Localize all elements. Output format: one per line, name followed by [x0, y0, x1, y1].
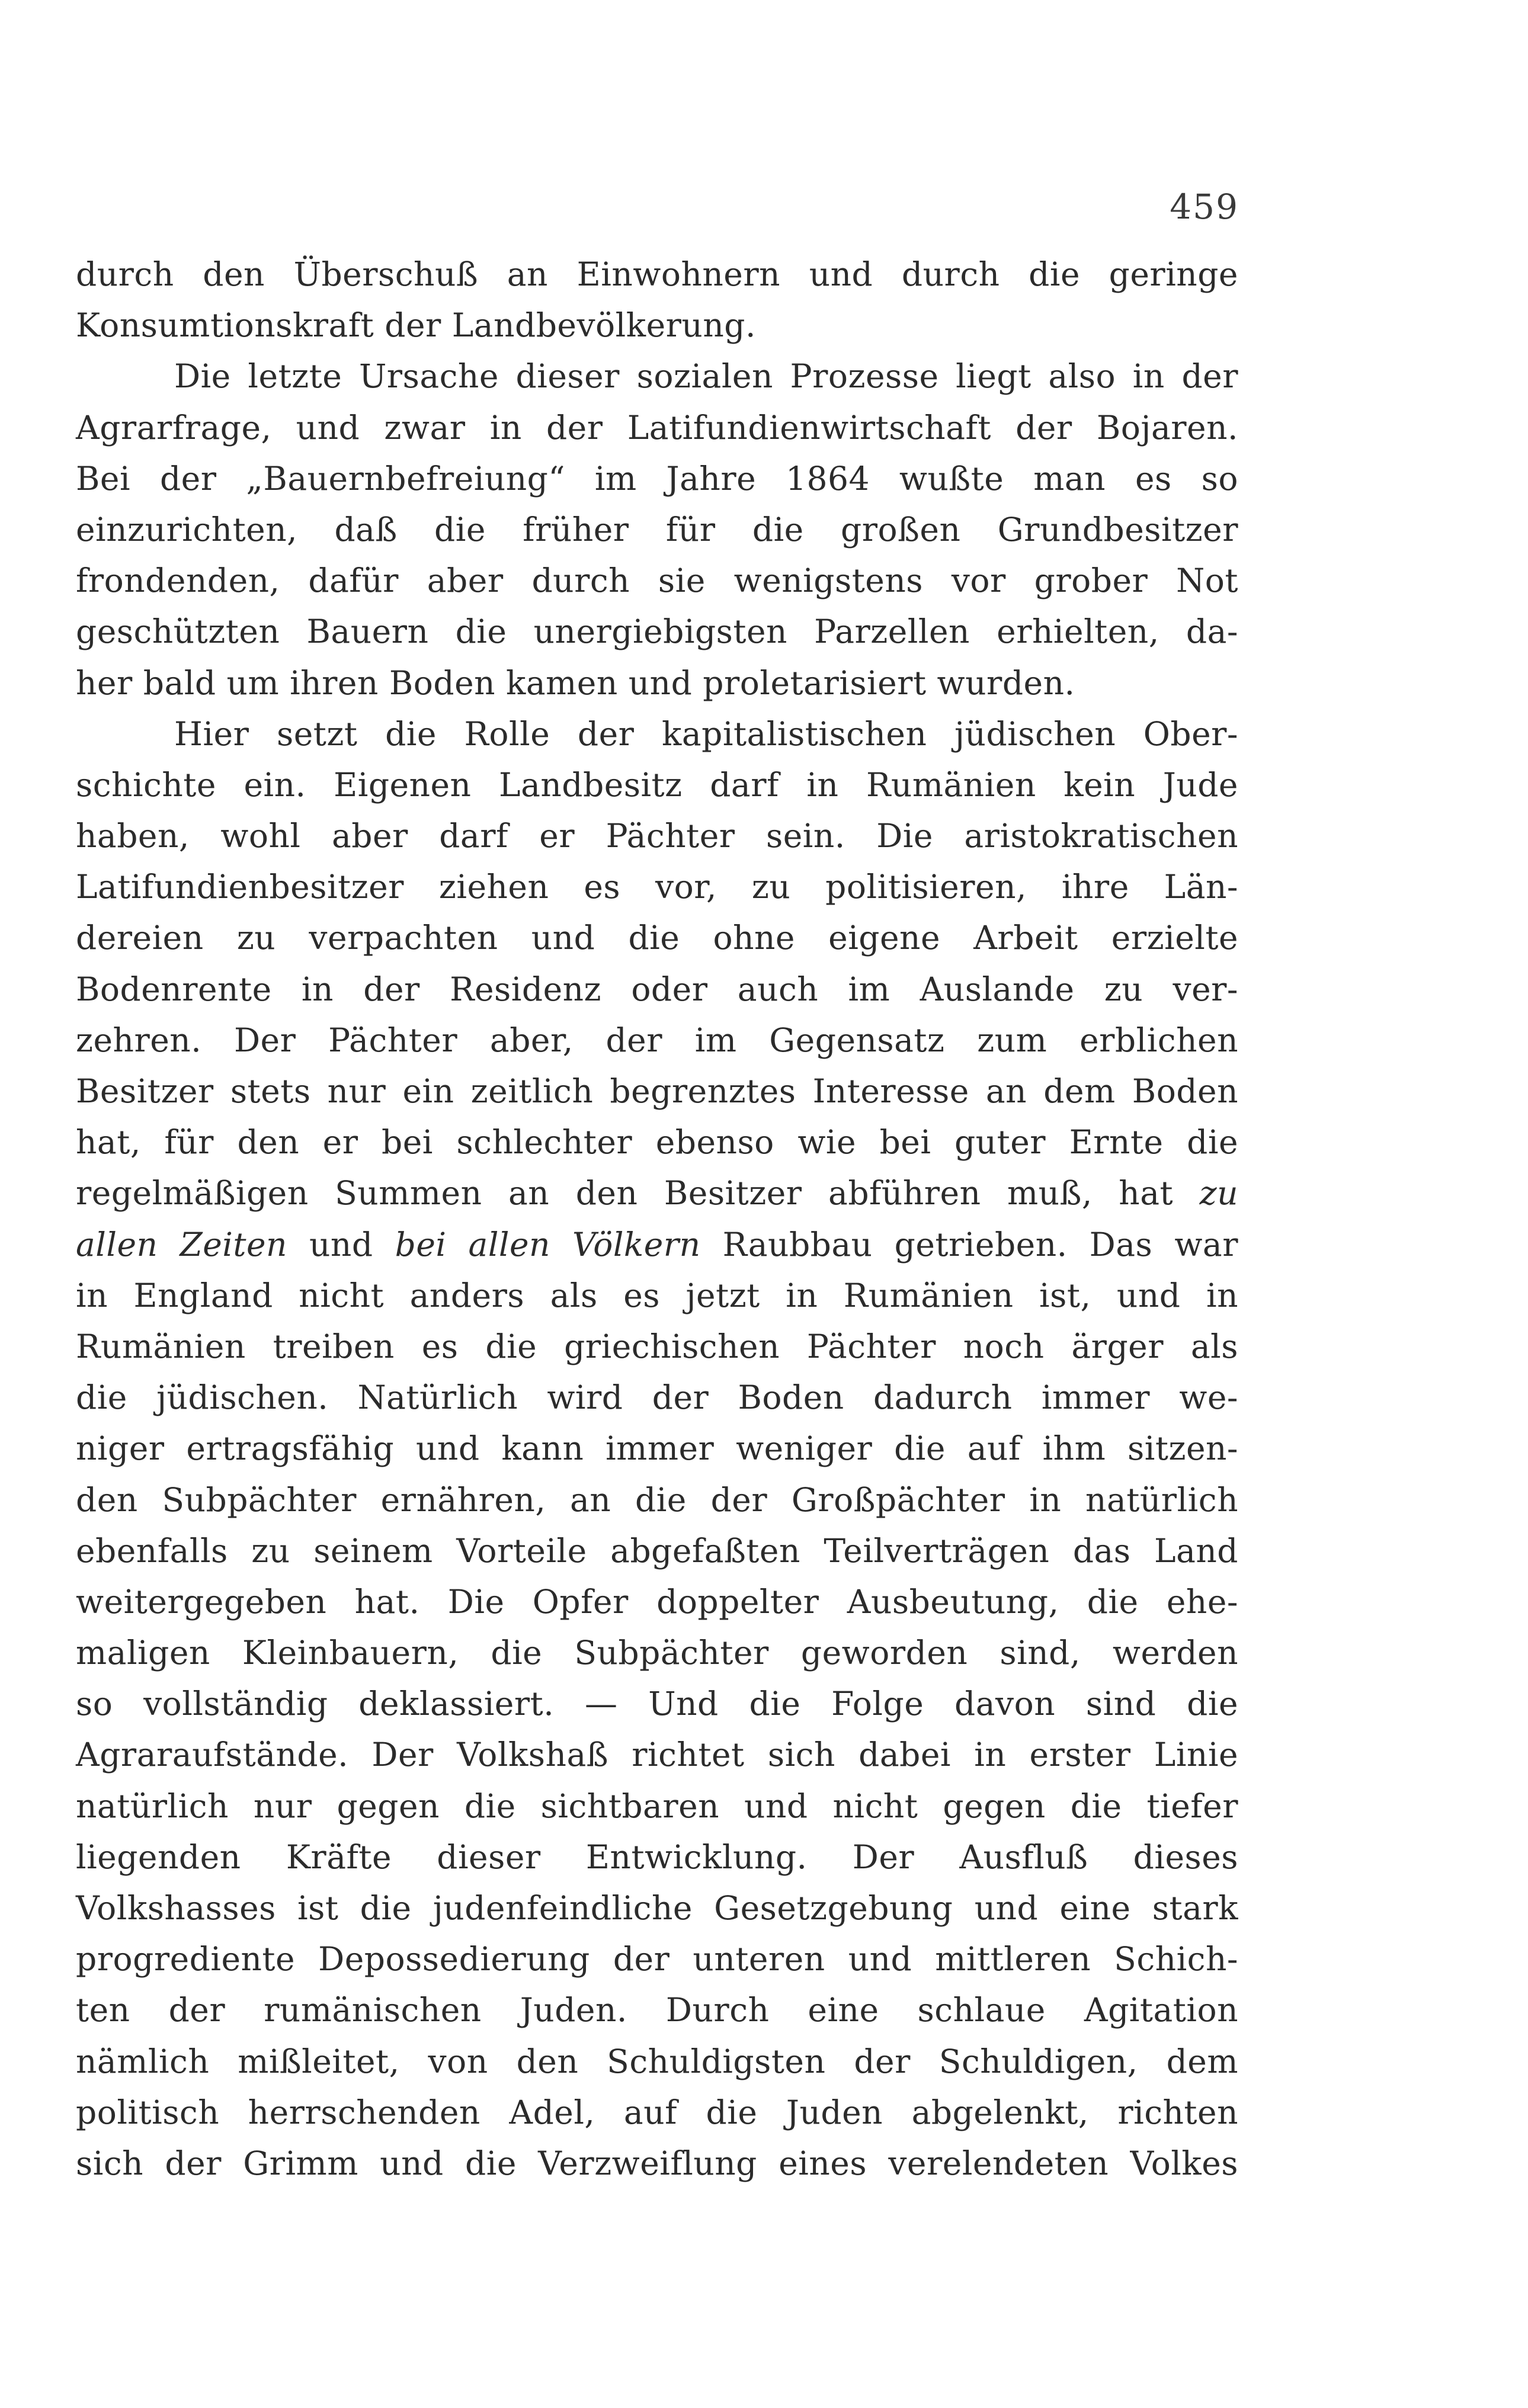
text-line: niger ertragsfähig und kann immer weniger die auf ihm sitzen-	[76, 1429, 1238, 1468]
text-line: Agraraufstände. Der Volkshaß richtet sich dabei in erster Linie	[76, 1736, 1238, 1774]
text-line: liegenden Kräfte dieser Entwicklung. Der Ausfluß dieses	[76, 1838, 1238, 1876]
text-line: so vollständig deklassiert. — Und die Folge davon sind die	[76, 1685, 1238, 1723]
text-line: frondenden, dafür aber durch sie wenigstens vor grober Not	[76, 562, 1238, 600]
text-line: maligen Kleinbauern, die Subpächter geworden sind, werden	[76, 1634, 1238, 1672]
text-line-with-emphasis: allen Zeiten und bei allen Völkern Raubbau getrieben. Das war	[76, 1225, 1239, 1264]
text-line: politisch herrschenden Adel, auf die Juden abgelenkt, richten	[76, 2093, 1238, 2131]
text-line: ten der rumänischen Juden. Durch eine schlaue Agitation	[76, 1991, 1238, 2029]
page-number: 459	[1170, 187, 1239, 227]
text-line: nämlich mißleitet, von den Schuldigsten der Schuldigen, dem	[76, 2042, 1238, 2080]
text-line: Agrarfrage, und zwar in der Latifundienwirtschaft der Bojaren.	[76, 408, 1238, 447]
text-line: Bodenrente in der Residenz oder auch im Auslande zu ver-	[76, 970, 1238, 1008]
text-line: haben, wohl aber darf er Pächter sein. Die aristokratischen	[76, 817, 1238, 855]
text-line: durch den Überschuß an Einwohnern und durch die geringe	[76, 255, 1238, 293]
text-line: den Subpächter ernähren, an die der Großpächter in natürlich	[76, 1480, 1238, 1519]
text-line: zehren. Der Pächter aber, der im Gegensatz zum erblichen	[76, 1021, 1238, 1059]
text-line: Besitzer stets nur ein zeitlich begrenztes Interesse an dem Boden	[76, 1072, 1238, 1110]
text-line: die jüdischen. Natürlich wird der Boden dadurch immer we-	[76, 1378, 1238, 1417]
text-line: Rumänien treiben es die griechischen Pächter noch ärger als	[76, 1327, 1238, 1365]
text-line: Konsumtionskraft der Landbevölkerung.	[76, 306, 756, 345]
text-line: progrediente Depossedierung der unteren und mittleren Schich-	[76, 1940, 1238, 1979]
text-line: sich der Grimm und die Verzweiflung eines verelendeten Volkes	[76, 2144, 1238, 2182]
text-line: her bald um ihren Boden kamen und proletarisiert wurden.	[76, 663, 1075, 702]
text-line: weitergegeben hat. Die Opfer doppelter Ausbeutung, die ehe-	[76, 1582, 1238, 1621]
text-line: in England nicht anders als es jetzt in Rumänien ist, und in	[76, 1276, 1238, 1314]
text-line-with-emphasis: regelmäßigen Summen an den Besitzer abführen muß, hat zu	[76, 1174, 1238, 1213]
text-line: natürlich nur gegen die sichtbaren und nicht gegen die tiefer	[76, 1787, 1238, 1825]
text-line: ebenfalls zu seinem Vorteile abgefaßten Teilverträgen das Land	[76, 1531, 1238, 1570]
text-line: Hier setzt die Rolle der kapitalistischen jüdischen Ober-	[174, 714, 1238, 753]
text-line: Latifundienbesitzer ziehen es vor, zu politisieren, ihre Län-	[76, 868, 1238, 906]
text-line: Die letzte Ursache dieser sozialen Prozesse liegt also in der	[174, 357, 1238, 396]
text-line: schichte ein. Eigenen Landbesitz darf in Rumänien kein Jude	[76, 765, 1238, 804]
text-line: dereien zu verpachten und die ohne eigene Arbeit erzielte	[76, 919, 1238, 957]
text-line: geschützten Bauern die unergiebigsten Parzellen erhielten, da-	[76, 613, 1238, 651]
emphasized-text: allen Zeiten	[76, 1225, 287, 1264]
emphasized-text: bei allen Völkern	[395, 1225, 701, 1264]
emphasized-text: zu	[1199, 1174, 1238, 1213]
text-line: Bei der „Bauernbefreiung“ im Jahre 1864 wußte man es so	[76, 459, 1238, 498]
body-text	[76, 249, 1238, 2189]
text-line: hat, für den er bei schlechter ebenso wie bei guter Ernte die	[76, 1123, 1238, 1162]
text-line: Volkshasses ist die judenfeindliche Gesetzgebung und eine stark	[76, 1889, 1238, 1927]
text-line: einzurichten, daß die früher für die großen Grundbesitzer	[76, 510, 1238, 549]
